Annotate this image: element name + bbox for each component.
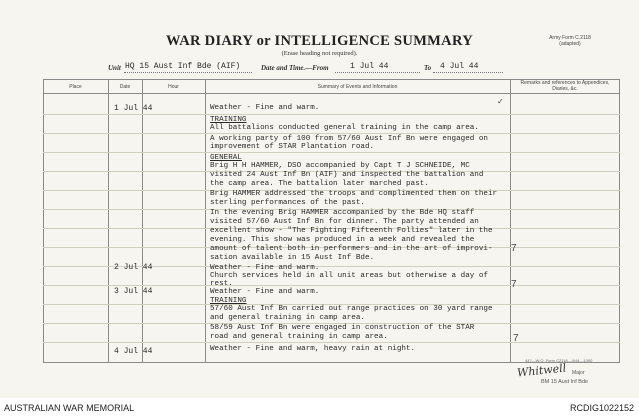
unit-label: Unit	[108, 64, 121, 72]
ruled-line	[43, 285, 620, 286]
ruled-line	[43, 152, 620, 153]
summary-line: sterling performances of the past.	[210, 199, 365, 207]
summary-line: Weather - Fine and warm.	[210, 288, 320, 296]
summary-line: rest.	[210, 280, 233, 288]
summary-line: Church services held in all unit areas but otherwise a day of	[210, 272, 488, 280]
summary-line: and general training in camp area.	[210, 314, 365, 322]
archive-name: AUSTRALIAN WAR MEMORIAL	[4, 403, 135, 413]
summary-line: Brig H H HAMMER, DSO accompanied by Capt T J SCHNEIDE, MC	[210, 162, 470, 170]
summary-line: In the evening Brig HAMMER accompanied by the Bde HQ staff	[210, 209, 475, 217]
form-subtitle: (Erase heading not required).	[281, 50, 358, 57]
form-note-text: (adapted)	[559, 41, 581, 47]
ruled-line	[43, 114, 620, 115]
summary-line: A working party of 100 from 57/60 Aust Inf Bn were engaged on	[210, 135, 488, 143]
from-date: 1 Jul 44	[350, 62, 389, 71]
summary-line: Brig HAMMER addressed the troops and complimented them on their	[210, 190, 498, 198]
entry-date: 2 Jul 44	[114, 263, 153, 272]
signature: Whitwell	[516, 361, 567, 380]
document-id: RCDIG1022152	[569, 403, 634, 413]
summary-line: the camp area. The battalion later marched past.	[210, 180, 429, 188]
summary-line: excellent show - "The Fighting Fifteenth Follies" later in the	[210, 227, 493, 235]
summary-line: improvement of STAR Plantation road.	[210, 143, 375, 151]
section-heading: GENERAL	[210, 154, 242, 162]
pencil-tick-mark: ✓	[497, 97, 504, 106]
section-heading: TRAINING	[210, 116, 247, 124]
unit-underline	[124, 72, 252, 73]
form-number	[535, 35, 605, 47]
summary-line: Weather - Fine and warm.	[210, 264, 320, 272]
to-underline	[433, 72, 503, 73]
ruled-line	[43, 133, 620, 134]
summary-line: Weather - Fine and warm.	[210, 104, 320, 112]
col-divider-date	[142, 79, 143, 363]
section-heading: TRAINING	[210, 297, 247, 305]
col-header-place: Place	[69, 84, 82, 90]
summary-line: All battalions conducted general training in the camp area.	[210, 124, 479, 132]
remarks-mark: 7	[511, 279, 517, 290]
summary-line: visited 24 Aust Inf Bn (AIF) and inspected the battalion and	[210, 171, 484, 179]
unit-value: HQ 15 Aust Inf Bde (AIF)	[125, 62, 241, 71]
summary-line: visited 57/60 Aust Inf Bn for dinner. The party attended an	[210, 218, 479, 226]
signature-appointment: BM 15 Aust Inf Bde	[541, 379, 589, 385]
ruled-line	[43, 342, 620, 343]
printer-imprint: 447—W.O. Form C2118—4/44—1000	[525, 358, 593, 363]
remarks-mark: 7	[513, 333, 519, 344]
form-number-text: Army Form C.2118	[549, 35, 591, 41]
header-row-divider	[43, 93, 620, 94]
col-divider-summary	[510, 79, 511, 363]
summary-line: road and general training in camp area.	[210, 333, 388, 341]
summary-line: Weather - Fine and warm, heavy rain at night.	[210, 345, 416, 353]
to-date: 4 Jul 44	[440, 62, 479, 71]
signature-rank: Major	[572, 370, 585, 376]
col-divider-hour	[205, 79, 206, 363]
col-divider-place	[108, 79, 109, 363]
entry-date: 3 Jul 44	[114, 287, 153, 296]
form-title: WAR DIARY or INTELLIGENCE SUMMARY	[166, 33, 473, 49]
summary-line: 57/60 Aust Inf Bn carried out range practices on 30 yard range	[210, 305, 493, 313]
entry-date: 4 Jul 44	[114, 347, 153, 356]
from-underline	[335, 72, 420, 73]
col-header-date: Date	[119, 84, 131, 90]
summary-line: amount of talent both in performers and in the art of improvi-	[210, 245, 493, 253]
col-header-summary: Summary of Events and Information	[317, 84, 398, 90]
entry-date: 1 Jul 44	[114, 104, 153, 113]
remarks-mark: 7	[511, 243, 517, 254]
summary-line: 58/59 Aust Inf Bn were engaged in construction of the STAR	[210, 324, 475, 332]
summary-line: evening. This show was produced in a week and revealed the	[210, 236, 475, 244]
col-header-remarks: Remarks and references to Appendices, Diaries, &c.	[520, 80, 610, 92]
date-time-label: Date and Time.—From	[261, 64, 329, 72]
to-label: To	[424, 64, 432, 72]
col-header-hour: Hour	[168, 84, 179, 90]
summary-line: sation available in 15 Aust Inf Bde.	[210, 254, 375, 262]
